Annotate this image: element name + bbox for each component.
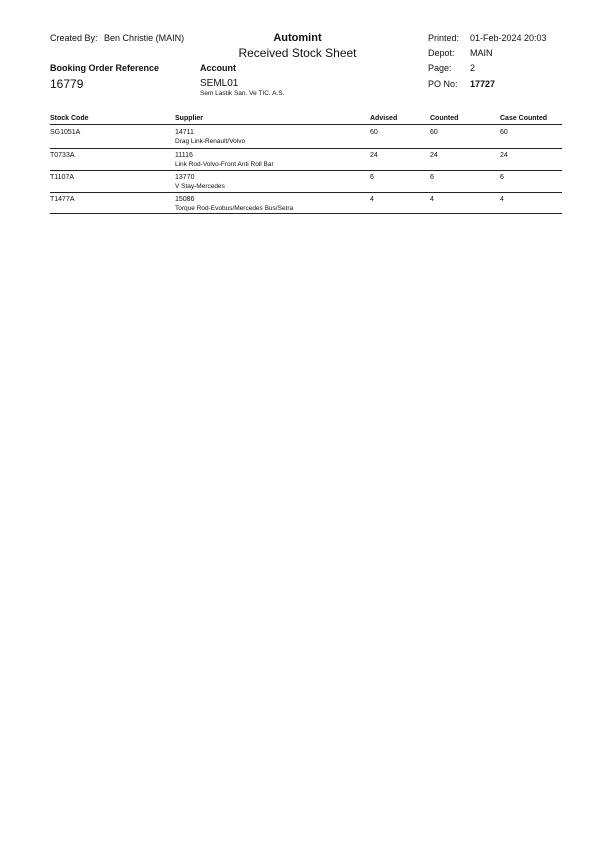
stock-code: T0733A — [50, 152, 75, 159]
item-description: Torque Rod-Evobus/Mercedes Bus/Setra — [175, 205, 294, 212]
col-supplier: Supplier — [175, 115, 204, 122]
page-label: Page: — [428, 63, 452, 73]
case-counted-value: 6 — [500, 174, 504, 181]
stock-code: T1107A — [50, 174, 74, 181]
advised-value: 60 — [370, 129, 378, 136]
counted-value: 4 — [430, 196, 434, 203]
header-rule — [50, 124, 562, 125]
item-description: V Stay-Mercedes — [175, 183, 225, 190]
depot-value: MAIN — [470, 48, 493, 58]
supplier-code: 15086 — [175, 196, 195, 203]
printed-label: Printed: — [428, 33, 460, 43]
page-value: 2 — [470, 63, 476, 73]
account-name: Sem Lastik San. Ve TIC. A.S. — [200, 90, 285, 97]
counted-value: 24 — [430, 152, 438, 159]
booking-label: Booking Order Reference — [50, 63, 160, 73]
created-by-label: Created By: — [50, 33, 98, 43]
supplier-code: 14711 — [175, 129, 194, 136]
advised-value: 4 — [370, 196, 374, 203]
counted-value: 6 — [430, 174, 434, 181]
account-label: Account — [200, 63, 236, 73]
case-counted-value: 60 — [500, 129, 508, 136]
item-description: Drag Link-Renault/Volvo — [175, 138, 246, 145]
booking-value: 16779 — [50, 77, 84, 91]
printed-value: 01-Feb-2024 20:03 — [470, 33, 547, 43]
account-code: SEML01 — [200, 78, 239, 89]
po-value: 17727 — [470, 79, 496, 89]
stock-code: T1477A — [50, 196, 75, 203]
stock-code: SG1051A — [50, 129, 81, 136]
report-title: Received Stock Sheet — [238, 46, 357, 60]
col-case-counted: Case Counted — [500, 115, 548, 122]
supplier-code: 13770 — [175, 174, 195, 181]
depot-label: Depot: — [428, 48, 455, 58]
advised-value: 6 — [370, 174, 374, 181]
row-rule — [50, 148, 562, 149]
case-counted-value: 24 — [500, 152, 508, 159]
item-description: Link Rod-Volvo-Front Anti Roll Bar — [175, 161, 274, 168]
supplier-code: 11116 — [175, 152, 193, 159]
created-by-value: Ben Christie (MAIN) — [104, 33, 185, 43]
row-rule — [50, 213, 562, 214]
col-counted: Counted — [430, 115, 459, 122]
row-rule — [50, 192, 562, 193]
company-name: Automint — [273, 32, 322, 44]
row-rule — [50, 170, 562, 171]
case-counted-value: 4 — [500, 196, 504, 203]
counted-value: 60 — [430, 129, 438, 136]
col-stock-code: Stock Code — [50, 115, 89, 122]
po-label: PO No: — [428, 79, 458, 89]
advised-value: 24 — [370, 152, 378, 159]
col-advised: Advised — [370, 115, 398, 122]
